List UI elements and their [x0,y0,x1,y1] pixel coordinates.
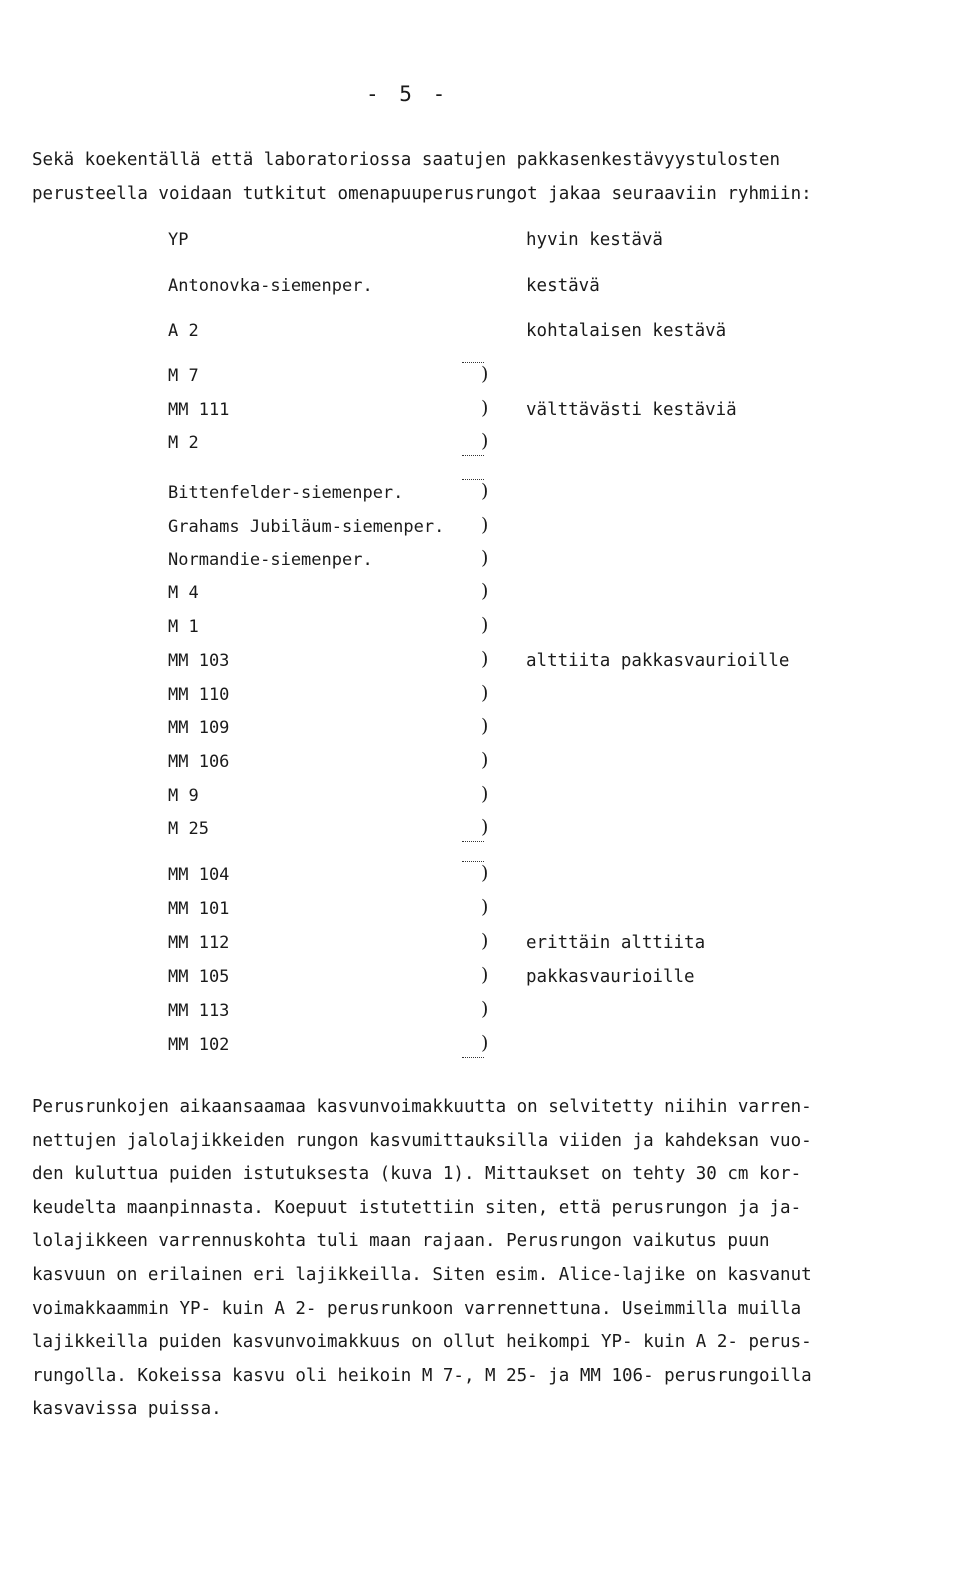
body-line: Perusrunkojen aikaansaamaa kasvunvoimakkuutta on selvitetty niihin varren- [32,1097,812,1117]
rootstock-item: Normandie-siemenper. [168,550,373,570]
bracket: ) [481,930,489,952]
rootstock-item: A 2 [168,321,199,341]
rootstock-item: Antonovka-siemenper. [168,276,373,296]
rootstock-item: M 1 [168,617,199,637]
bracket-top [462,479,484,480]
body-line: keudelta maanpinnasta. Koepuut istutettiin siten, että perusrungon ja ja- [32,1197,802,1218]
rootstock-item: MM 102 [168,1035,230,1055]
bracket: ) [481,896,489,918]
bracket: ) [481,682,489,704]
rootstock-item: MM 110 [168,685,230,705]
body-line: rungolla. Kokeissa kasvu oli heikoin M 7-, M 25- ja MM 106- perusrungoilla [32,1365,812,1386]
body-line: voimakkaammin YP- kuin A 2- perusrunkoon varrennettuna. Useimmilla muilla [32,1298,802,1319]
bracket: ) [481,514,489,536]
bracket: ) [481,998,489,1020]
rootstock-item: M 4 [168,583,199,603]
group-label: alttiita pakkasvaurioille [526,651,790,671]
bracket: ) [481,363,489,385]
intro-paragraph [32,144,812,211]
rootstock-item: Bittenfelder-siemenper. [168,483,404,503]
bracket-bottom [462,455,484,456]
bracket: ) [481,580,489,602]
bracket: ) [481,547,489,569]
bracket-bottom [462,841,484,842]
page-number: - 5 - [366,82,450,106]
rootstock-item: YP [168,230,189,250]
bracket: ) [481,964,489,986]
bracket-top [462,362,484,363]
intro-line: Sekä koekentällä että laboratoriossa saatujen pakkasenkestävyystulosten [32,150,781,170]
body-line: kasvuun on erilainen eri lajikkeilla. Siten esim. Alice-lajike on kasvanut [32,1264,812,1285]
rootstock-item: Grahams Jubiläum-siemenper. [168,517,445,537]
rootstock-item: MM 106 [168,752,230,772]
rootstock-item: MM 103 [168,651,230,671]
bracket: ) [481,1032,489,1054]
bracket: ) [481,715,489,737]
rootstock-item: M 2 [168,433,199,453]
bracket: ) [481,648,489,670]
rootstock-item: M 25 [168,819,209,839]
body-line: lolajikkeen varrennuskohta tuli maan rajaan. Perusrungon vaikutus puun [32,1231,770,1252]
group-label: erittäin alttiita [526,933,706,953]
rootstock-item: MM 109 [168,718,230,738]
bracket: ) [481,816,489,838]
group-label: kestävä [526,276,600,296]
body-line: lajikkeilla puiden kasvunvoimakkuus on ollut heikompi YP- kuin A 2- perus- [32,1332,812,1353]
rootstock-item: MM 101 [168,899,230,919]
rootstock-item: MM 112 [168,933,230,953]
group-label: välttävästi kestäviä [526,400,737,420]
bracket: ) [481,480,489,502]
group-label: pakkasvaurioille [526,967,695,987]
rootstock-item: M 9 [168,786,199,806]
bracket: ) [481,783,489,805]
body-line: nettujen jalolajikkeiden rungon kasvumittauksilla viiden ja kahdeksan vuo- [32,1130,812,1151]
bracket-bottom [462,1057,484,1058]
bracket: ) [481,862,489,884]
intro-line: perusteella voidaan tutkitut omenapuuperusrungot jakaa seuraaviin ryhmiin: [32,183,812,204]
rootstock-item: MM 104 [168,865,230,885]
bracket: ) [481,397,489,419]
rootstock-item: M 7 [168,366,199,386]
group-label: hyvin kestävä [526,230,663,250]
body-paragraph [32,1091,812,1427]
rootstock-item: MM 105 [168,967,230,987]
bracket: ) [481,749,489,771]
rootstock-item: MM 113 [168,1001,230,1021]
body-line: den kuluttua puiden istutuksesta (kuva 1). Mittaukset on tehty 30 cm kor- [32,1164,802,1185]
bracket: ) [481,430,489,452]
bracket: ) [481,614,489,636]
rootstock-item: MM 111 [168,400,230,420]
body-line: kasvavissa puissa. [32,1399,222,1420]
bracket-top [462,861,484,862]
group-label: kohtalaisen kestävä [526,321,727,341]
